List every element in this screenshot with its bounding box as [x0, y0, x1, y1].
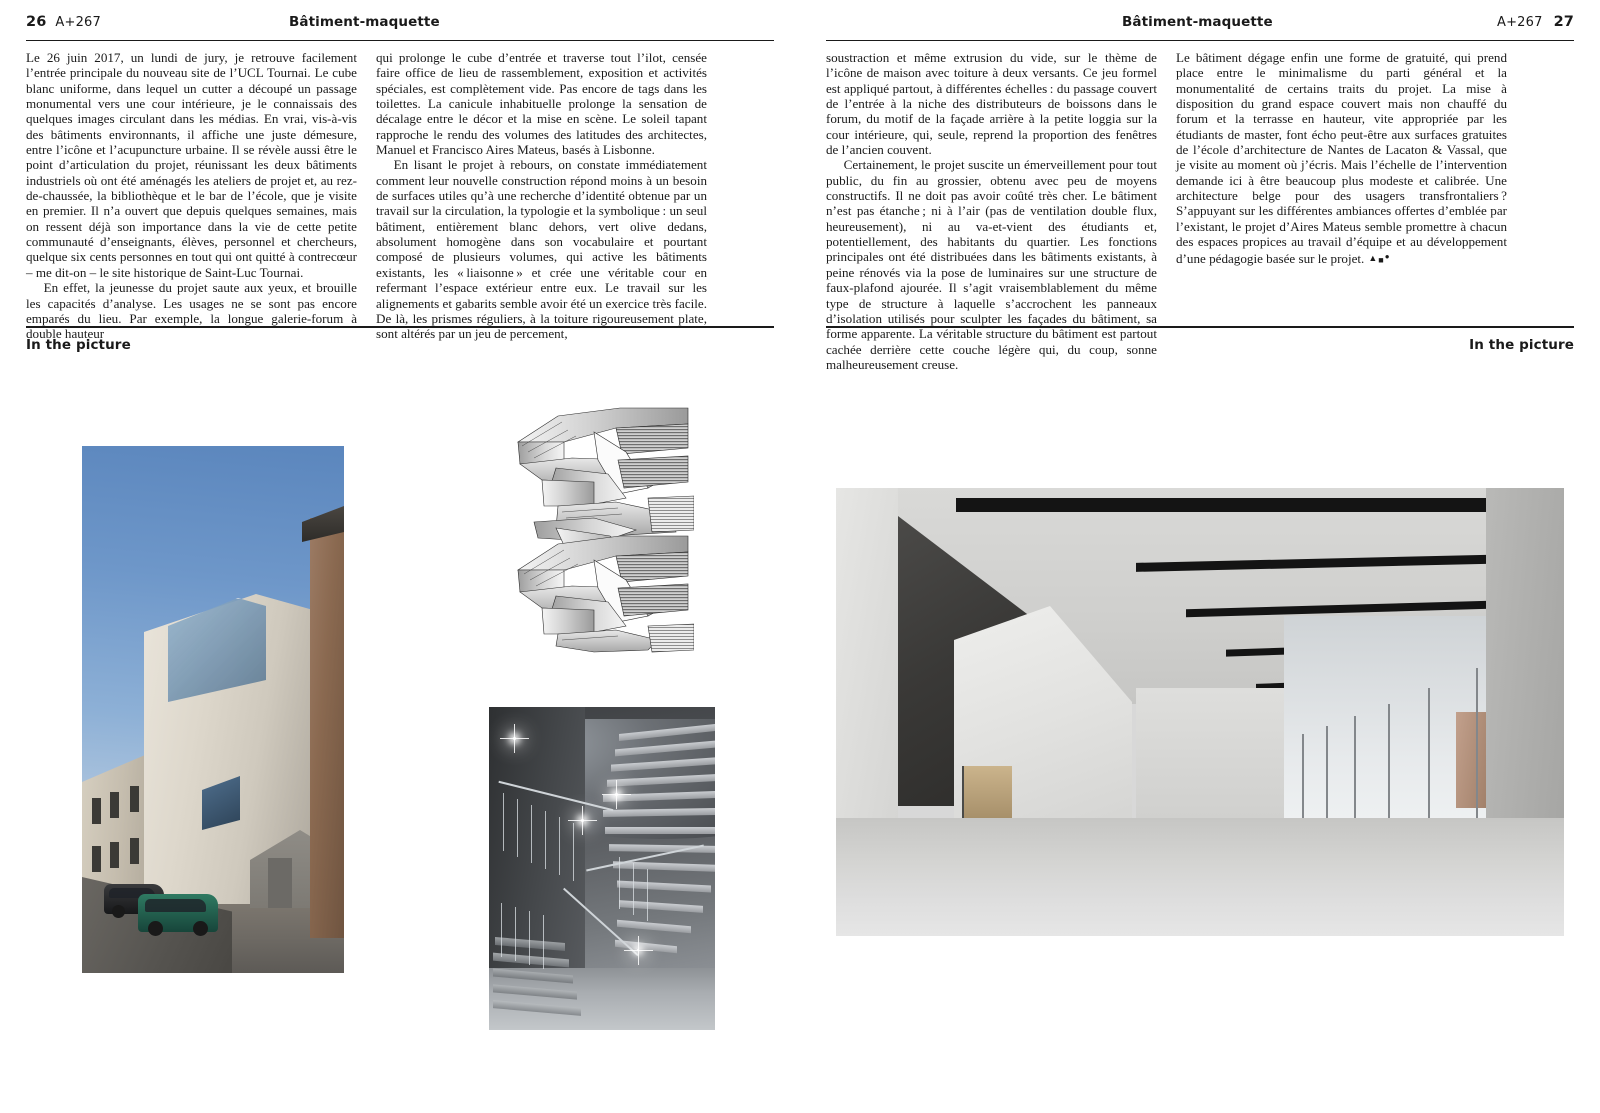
window — [92, 798, 101, 824]
paragraph: Le 26 juin 2017, un lundi de jury, je retrouve facilement l’entrée principale du nouveau site de l’UCL Tournai. Le cube blanc uniforme, dans lequel un cutter a découpé un passage monumental vers une cour intérieure, je le connaissais des quelques images circulant dans les médias. En vrai, vis-à-vis des bâtiments environnants, il affiche une juste démesure, entre l’icône et l’acupuncture urbaine. Il se révèle aussi être le point d’articulation du projet, réunissant les deux bâtiments industriels où ont été aménagés les ateliers de projet et, au rez-de-chaussée, la bibliothèque et le bar de l’école, que je visite en premier. Il n’a ouvert que depuis quelques semaines, mais on ressent déjà son importance dans la vie de cette petite communauté d’enseignants, élèves, personnel et chercheurs, quelque six cents personnes en tout qui ont quitté à contrecœur – me dit-on – le site historique de Saint-Luc Tournai. — [26, 50, 357, 280]
parked-car-green — [138, 894, 218, 932]
in-the-picture-label-left: In the picture — [26, 337, 131, 353]
stair-axonometric-diagram — [498, 402, 694, 654]
page-folio-right: 27 — [1553, 14, 1574, 30]
exterior-street-photo — [82, 446, 344, 973]
running-head-right — [826, 14, 1574, 36]
folio-group-right — [1497, 14, 1574, 30]
end-of-article-marks — [1368, 251, 1390, 266]
car-window — [145, 899, 206, 912]
baluster — [503, 793, 504, 851]
page-folio-left: 26 — [26, 14, 47, 30]
issue-number-right: A+267 — [1497, 15, 1543, 30]
paragraph — [1176, 50, 1507, 269]
baluster — [517, 799, 518, 857]
header-rule-right — [826, 40, 1574, 41]
interior-forum-photo — [836, 488, 1564, 936]
ceiling-light — [513, 737, 516, 740]
window — [110, 792, 119, 818]
issue-number-left: A+267 — [55, 15, 101, 30]
in-the-picture-label-right: In the picture — [1469, 337, 1574, 353]
brick-chimney-wall — [310, 518, 344, 938]
square-icon: ■ — [1378, 255, 1385, 266]
right-page — [800, 0, 1600, 1113]
baluster — [501, 903, 502, 957]
column-2 — [376, 50, 707, 342]
column-4 — [1176, 50, 1507, 372]
car-wheel — [148, 921, 163, 936]
entrance-door — [268, 858, 292, 908]
ceiling-light — [581, 819, 584, 822]
stair-diagram-svg — [498, 402, 694, 654]
paragraph: En effet, la jeunesse du projet saute aux yeux, et brouille les capacités d’analyse. Les usages ne se sont pas encore emparés du lieu. Par exemple, la longue galerie-forum à double hauteur — [26, 280, 357, 342]
paragraph: soustraction et même extrusion du vide, sur le thème de l’icône de maison avec toiture à deux versants. Ce jeu formel est appliqué partout, à différentes échelles : du passage couvert de l’entrée à la niche des distributeurs de boissons dans le forum, du motif de la façade arrière à la petite loggia sur la cour intérieure, qui, seule, reprend la proportion des fenêtres de l’ancien couvent. — [826, 50, 1157, 158]
paragraph: qui prolonge le cube d’entrée et traverse tout l’ilot, censée faire office de lieu de rassemblement, exposition et activités spéciales, est complètement vide. Pas encore de tags dans les toilettes. La canicule inhabituelle prolonge la sensation de décalage entre le décor et la mise en scène. Le soleil tapant rapproche le rendu des volumes des latitudes des architectes, Manuel et Francisco Aires Mateus, basés à Lisbonne. — [376, 50, 707, 158]
paragraph: Certainement, le projet suscite un émerveillement pour tout public, du fin au grossier, obtenu avec peu de moyens constructifs. Il ne doit pas avoir coûté très cher. Le bâtiment n’est pas étanche ; ni à l’air (pas de ventilation double flux, heureusement), ni au va-et-vient des étudiants et, potentiellement, des habitants du quartier. Les fonctions principales ont été distribuées dans les bâtiments existants, à peine rénovés via la pose de luminaires sur une structure de faux-plafond ajourée. Il s’agit vraisemblablement du même type de structure à laquelle s’accrochent les panneaux d’isolation utilisés pour sculpter les façades du bâtiment, sa forme apparente. La véritable structure du bâtiment est partout cachée derrière cette couche légère qui, du coup, sonne malheureusement creuse. — [826, 157, 1157, 372]
concrete-floor — [836, 818, 1564, 936]
in-the-picture-band-right — [826, 326, 1574, 353]
window — [110, 842, 119, 868]
ceiling-beam — [956, 498, 1564, 512]
baluster — [543, 915, 544, 969]
window — [130, 838, 139, 864]
paragraph-text: Le bâtiment dégage enfin une forme de gratuité, qui prend place entre le minimalisme du parti général et la monumentalité de certains traits du projet. La mise à disposition du grand espace couvert mais non chauffé du forum et la terrasse en hauteur, vite appropriée par les étudiants de master, font écho peut-être aux surfaces gratuites de l’école d’architecture de Nantes de Lacaton & Vassal, que je visite au moment où j’écris. Mais l’échelle de l’intervention demande ici à être beaucoup plus modeste et calibrée. Une architecture belge pour des usagers transfrontaliers ? S’appuyant sur les différentes ambiances offertes d’emblée par l’existant, le projet d’Aires Mateus semble promettre à chacun des espaces propices au travail d’équipe et au développement d’une pédagogie basée sur le projet. — [1176, 50, 1507, 267]
text-columns-right — [826, 50, 1574, 372]
section-title-right: Bâtiment-maquette — [1122, 14, 1273, 30]
step-light — [637, 949, 639, 951]
column-3 — [826, 50, 1157, 372]
baluster — [619, 857, 620, 909]
car-wheel — [112, 905, 125, 918]
baluster — [545, 811, 546, 869]
window — [130, 786, 139, 812]
circle-icon: ● — [1384, 252, 1391, 262]
baluster — [529, 911, 530, 965]
in-the-picture-band-left — [26, 326, 774, 353]
triangle-icon: ▲ — [1368, 253, 1379, 264]
window — [92, 846, 101, 872]
text-columns-left — [26, 50, 774, 342]
baluster — [531, 805, 532, 863]
ceiling-light — [615, 793, 618, 796]
baluster — [573, 823, 574, 881]
section-rule-left — [26, 326, 774, 328]
paragraph: En lisant le projet à rebours, on constate immédiatement comment leur nouvelle construction répond moins à un besoin de surfaces utiles qu’à une recherche d’identité obtenue par un travail sur la circulation, la typologie et la symbolique : un seul bâtiment, entièrement blanc dehors, vert olive dedans, absolument homogène dans son vocabulaire et pourtant composé de plusieurs volumes, qui active les bâtiments existants, les « liaisonne » et crée une véritable cour en refermant l’espace extérieur entre eux. Le travail sur les alignements et gabarits semble avoir été un exercice très facile. De là, les prismes réguliers, à la toiture rigoureusement plate, sont altérés par un jeu de percement, — [376, 157, 707, 342]
baluster — [647, 869, 648, 921]
section-rule-right — [826, 326, 1574, 328]
interior-staircase-photo — [489, 707, 715, 1030]
header-rule-left — [26, 40, 774, 41]
column-1 — [26, 50, 357, 342]
baluster — [559, 817, 560, 875]
running-head-left — [26, 14, 774, 36]
section-title-left: Bâtiment-maquette — [289, 14, 440, 30]
folio-group-left — [26, 14, 101, 30]
car-wheel — [193, 921, 208, 936]
stair-tread — [605, 827, 715, 834]
baluster — [515, 907, 516, 961]
baluster — [633, 863, 634, 915]
